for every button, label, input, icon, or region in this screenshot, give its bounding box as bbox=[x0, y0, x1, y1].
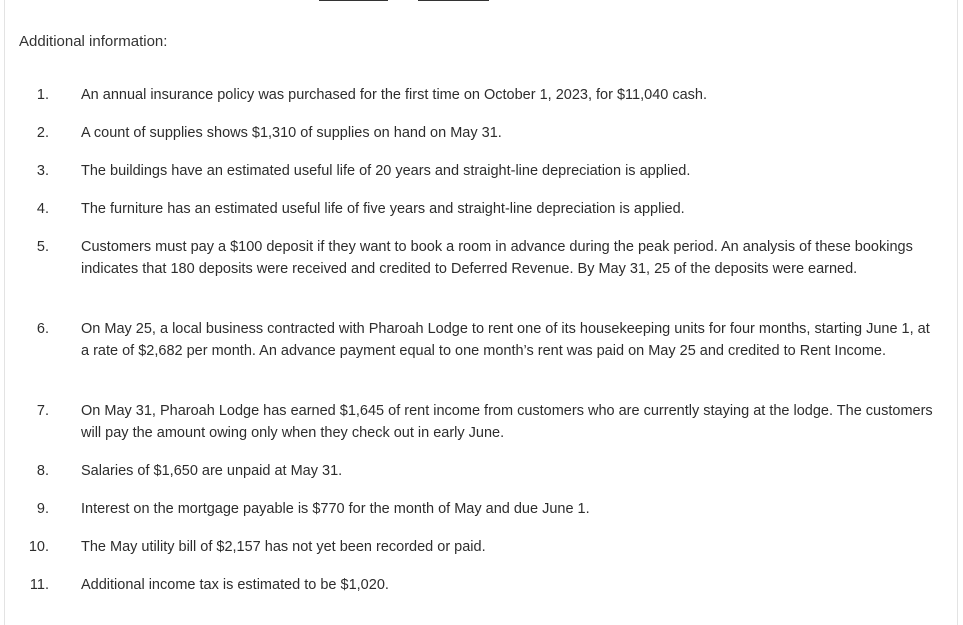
item-number: 5. bbox=[36, 239, 49, 255]
item-number: 9. bbox=[36, 501, 49, 517]
item-text: A count of supplies shows $1,310 of supplies on hand on May 31. bbox=[81, 125, 502, 141]
section-heading: Additional information: bbox=[19, 33, 168, 50]
item-number: 2. bbox=[36, 125, 49, 141]
item-text: An annual insurance policy was purchased for the first time on October 1, 2023, for $11,040 cash. bbox=[81, 87, 708, 103]
item-number: 10. bbox=[28, 539, 49, 555]
item-text: The furniture has an estimated useful life of five years and straight-line depreciation is applied. bbox=[81, 201, 685, 217]
item-number: 3. bbox=[36, 163, 49, 179]
item-text: The May utility bill of $2,157 has not yet been recorded or paid. bbox=[81, 539, 486, 555]
item-text: Customers must pay a $100 deposit if they want to book a room in advance during the peak period. An analysis of these bookings indicates that 180 deposits were received and credited to Deferred Revenue. By May 31, 25 of the deposits were earned. bbox=[81, 239, 913, 277]
item-text: On May 25, a local business contracted with Pharoah Lodge to rent one of its housekeeping units for four months, starting June 1, at a rate of $2,682 per month. An advance payment equal to one month’s rent was paid on May 25 and credited to Rent Income. bbox=[81, 321, 930, 359]
item-text: Salaries of $1,650 are unpaid at May 31. bbox=[81, 463, 343, 479]
item-number: 6. bbox=[36, 321, 49, 337]
item-number: 11. bbox=[29, 577, 49, 593]
answer-underline-left bbox=[319, 0, 388, 1]
item-text: On May 31, Pharoah Lodge has earned $1,645 of rent income from customers who are currently staying at the lodge. The customers will pay the amount owing only when they check out in early June. bbox=[81, 403, 933, 441]
item-text: Interest on the mortgage payable is $770 for the month of May and due June 1. bbox=[81, 501, 590, 517]
item-number: 1. bbox=[36, 87, 49, 103]
answer-underline-right bbox=[418, 0, 489, 1]
item-number: 8. bbox=[36, 463, 49, 479]
item-text: Additional income tax is estimated to be $1,020. bbox=[81, 577, 389, 593]
item-text: The buildings have an estimated useful life of 20 years and straight-line depreciation is applied. bbox=[81, 163, 691, 179]
item-number: 7. bbox=[36, 403, 49, 419]
item-number: 4. bbox=[36, 201, 49, 217]
